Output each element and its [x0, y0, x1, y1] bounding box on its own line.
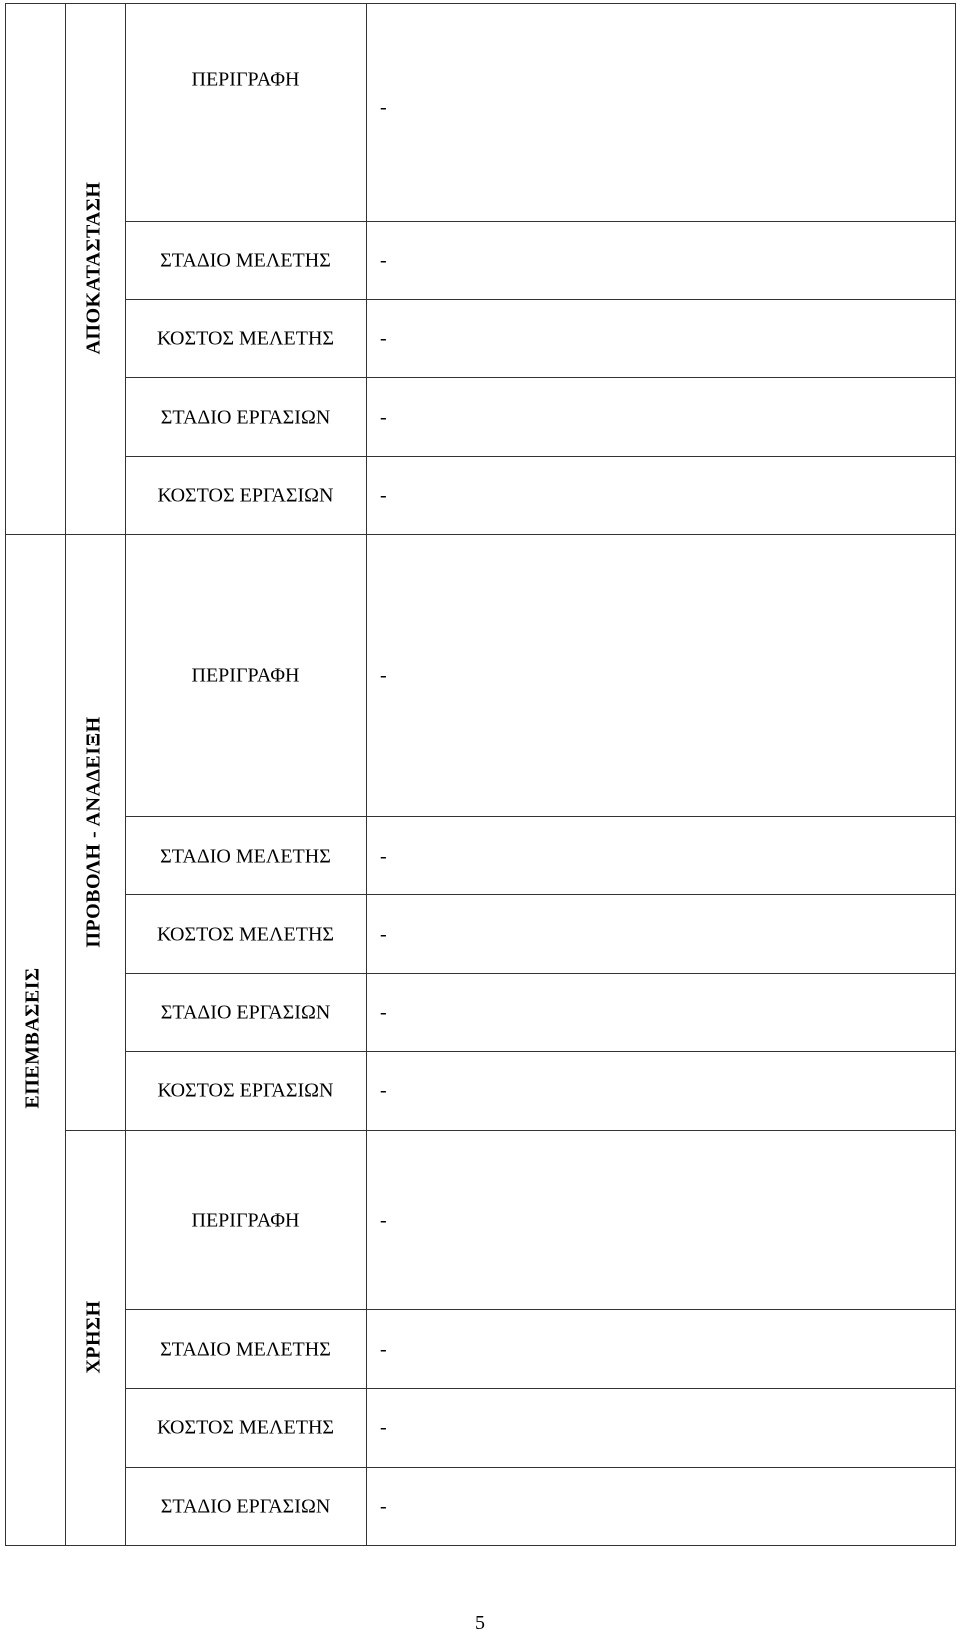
outer-group-label: ΕΠΕΜΒΑΣΕΙΣ [21, 967, 44, 1109]
row-divider [125, 973, 955, 974]
row-label-study-stage: ΣΤΑΔΙΟ ΜΕΛΕΤΗΣ [160, 249, 331, 272]
section-divider [65, 1130, 955, 1131]
page-number: 5 [475, 1612, 485, 1634]
row-divider [125, 377, 955, 378]
outer-column-divider [5, 534, 65, 535]
row-divider [125, 1388, 955, 1389]
section-title: ΧΡΗΣΗ [82, 1300, 105, 1374]
section-divider [65, 534, 955, 535]
row-value: - [380, 406, 387, 429]
row-divider [125, 894, 955, 895]
table-border-bottom [5, 1545, 956, 1546]
row-value: - [380, 327, 387, 350]
table-border-top [5, 3, 956, 4]
row-divider [125, 1467, 955, 1468]
row-label-study-stage: ΣΤΑΔΙΟ ΜΕΛΕΤΗΣ [160, 845, 331, 868]
row-value: - [380, 923, 387, 946]
row-value: - [380, 1338, 387, 1361]
column-divider-1 [65, 3, 66, 1545]
row-label-works-stage: ΣΤΑΔΙΟ ΕΡΓΑΣΙΩΝ [160, 1495, 331, 1518]
row-divider [125, 221, 955, 222]
row-label-works-stage: ΣΤΑΔΙΟ ΕΡΓΑΣΙΩΝ [160, 406, 331, 429]
row-label-study-cost: ΚΟΣΤΟΣ ΜΕΛΕΤΗΣ [156, 923, 335, 946]
row-label-description: ΠΕΡΙΓΡΑΦΗ [191, 1209, 300, 1232]
row-value: - [380, 1209, 387, 1232]
row-label-study-cost: ΚΟΣΤΟΣ ΜΕΛΕΤΗΣ [156, 327, 335, 350]
section-title: ΑΠΟΚΑΤΑΣΤΑΣΗ [82, 181, 105, 355]
row-value: - [380, 1001, 387, 1024]
row-divider [125, 1051, 955, 1052]
column-divider-2 [125, 3, 126, 1545]
row-label-works-cost: ΚΟΣΤΟΣ ΕΡΓΑΣΙΩΝ [157, 484, 334, 507]
table-border-left [5, 3, 6, 1545]
row-value: - [380, 96, 387, 119]
table-border-right [955, 3, 956, 1545]
row-label-description: ΠΕΡΙΓΡΑΦΗ [191, 68, 300, 91]
column-divider-3 [366, 3, 367, 1545]
section-title: ΠΡΟΒΟΛΗ - ΑΝΑΔΕΙΞΗ [82, 716, 105, 948]
row-value: - [380, 1495, 387, 1518]
row-label-study-stage: ΣΤΑΔΙΟ ΜΕΛΕΤΗΣ [160, 1338, 331, 1361]
row-value: - [380, 1416, 387, 1439]
row-label-study-cost: ΚΟΣΤΟΣ ΜΕΛΕΤΗΣ [156, 1416, 335, 1439]
row-label-works-cost: ΚΟΣΤΟΣ ΕΡΓΑΣΙΩΝ [157, 1079, 334, 1102]
row-divider [125, 1309, 955, 1310]
row-value: - [380, 845, 387, 868]
row-value: - [380, 1079, 387, 1102]
row-value: - [380, 484, 387, 507]
row-label-description: ΠΕΡΙΓΡΑΦΗ [191, 664, 300, 687]
row-value: - [380, 249, 387, 272]
row-label-works-stage: ΣΤΑΔΙΟ ΕΡΓΑΣΙΩΝ [160, 1001, 331, 1024]
row-value: - [380, 664, 387, 687]
row-divider [125, 816, 955, 817]
row-divider [125, 299, 955, 300]
row-divider [125, 456, 955, 457]
